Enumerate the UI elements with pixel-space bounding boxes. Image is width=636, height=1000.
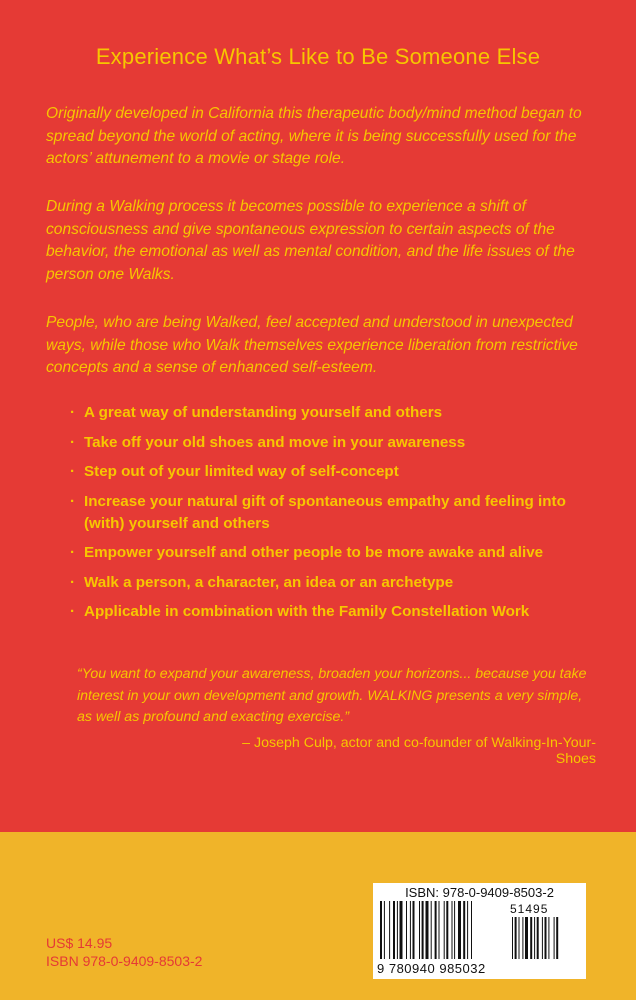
paragraph-2: During a Walking process it becomes possible to experience a shift of consciousness and give spontaneous expression to certain aspects of the behavior, the emotional as well as mental condition, and the life issues of the person one Walks. bbox=[46, 198, 575, 283]
barcode bbox=[373, 883, 586, 979]
list-item: · A great way of understanding yourself and others bbox=[74, 402, 574, 424]
bullet-dot-icon: · bbox=[70, 603, 76, 620]
cover-title: Experience What’s Like to Be Someone Else bbox=[95, 44, 541, 69]
barcode-isbn-label: ISBN: 978-0-9409-8503-2 bbox=[405, 885, 554, 900]
price-block bbox=[46, 934, 202, 970]
testimonial-attribution: – Joseph Culp, actor and co-founder of Walking-In-Your-Shoes bbox=[242, 735, 596, 767]
bullet-dot-icon: · bbox=[70, 463, 76, 480]
list-item: · Take off your old shoes and move in your awareness bbox=[74, 432, 574, 454]
bullet-dot-icon: · bbox=[70, 544, 76, 561]
feature-list bbox=[70, 402, 574, 631]
bullet-dot-icon: · bbox=[70, 492, 76, 510]
list-item: · Walk a person, a character, an idea or an archetype bbox=[74, 572, 574, 594]
barcode-digits: 9 780940 985032 bbox=[377, 961, 486, 976]
list-item: · Step out of your limited way of self-concept bbox=[74, 461, 574, 483]
testimonial-quote: “You want to expand your awareness, broaden your horizons... because you take interest in your own development and growth. WALKING presents a very simple, as well as profound and exacting exercise.” bbox=[77, 666, 587, 725]
list-item: · Increase your natural gift of spontaneous empathy and feeling into (with) yourself and others bbox=[70, 492, 566, 532]
bullet-dot-icon: · bbox=[70, 433, 76, 451]
paragraph-3: People, who are being Walked, feel accepted and understood in unexpected ways, while those who Walk themselves experience liberation from restrictive concepts and a sense of enhanced self-esteem. bbox=[46, 314, 578, 376]
price: US$ 14.95 bbox=[46, 935, 113, 951]
barcode-bars-icon bbox=[378, 901, 583, 961]
barcode-addon-number: 51495 bbox=[510, 902, 549, 916]
bullet-dot-icon: · bbox=[70, 573, 76, 591]
paragraph-1: Originally developed in California this therapeutic body/mind method began to spread beyond the world of acting, where it is being successfully used for the actors’ attunement to a movie or stage role. bbox=[46, 105, 582, 167]
bullet-dot-icon: · bbox=[70, 404, 76, 421]
list-item: · Applicable in combination with the Family Constellation Work bbox=[74, 601, 574, 623]
list-item: · Empower yourself and other people to be more awake and alive bbox=[74, 542, 574, 564]
isbn-text: ISBN 978-0-9409-8503-2 bbox=[46, 953, 203, 969]
